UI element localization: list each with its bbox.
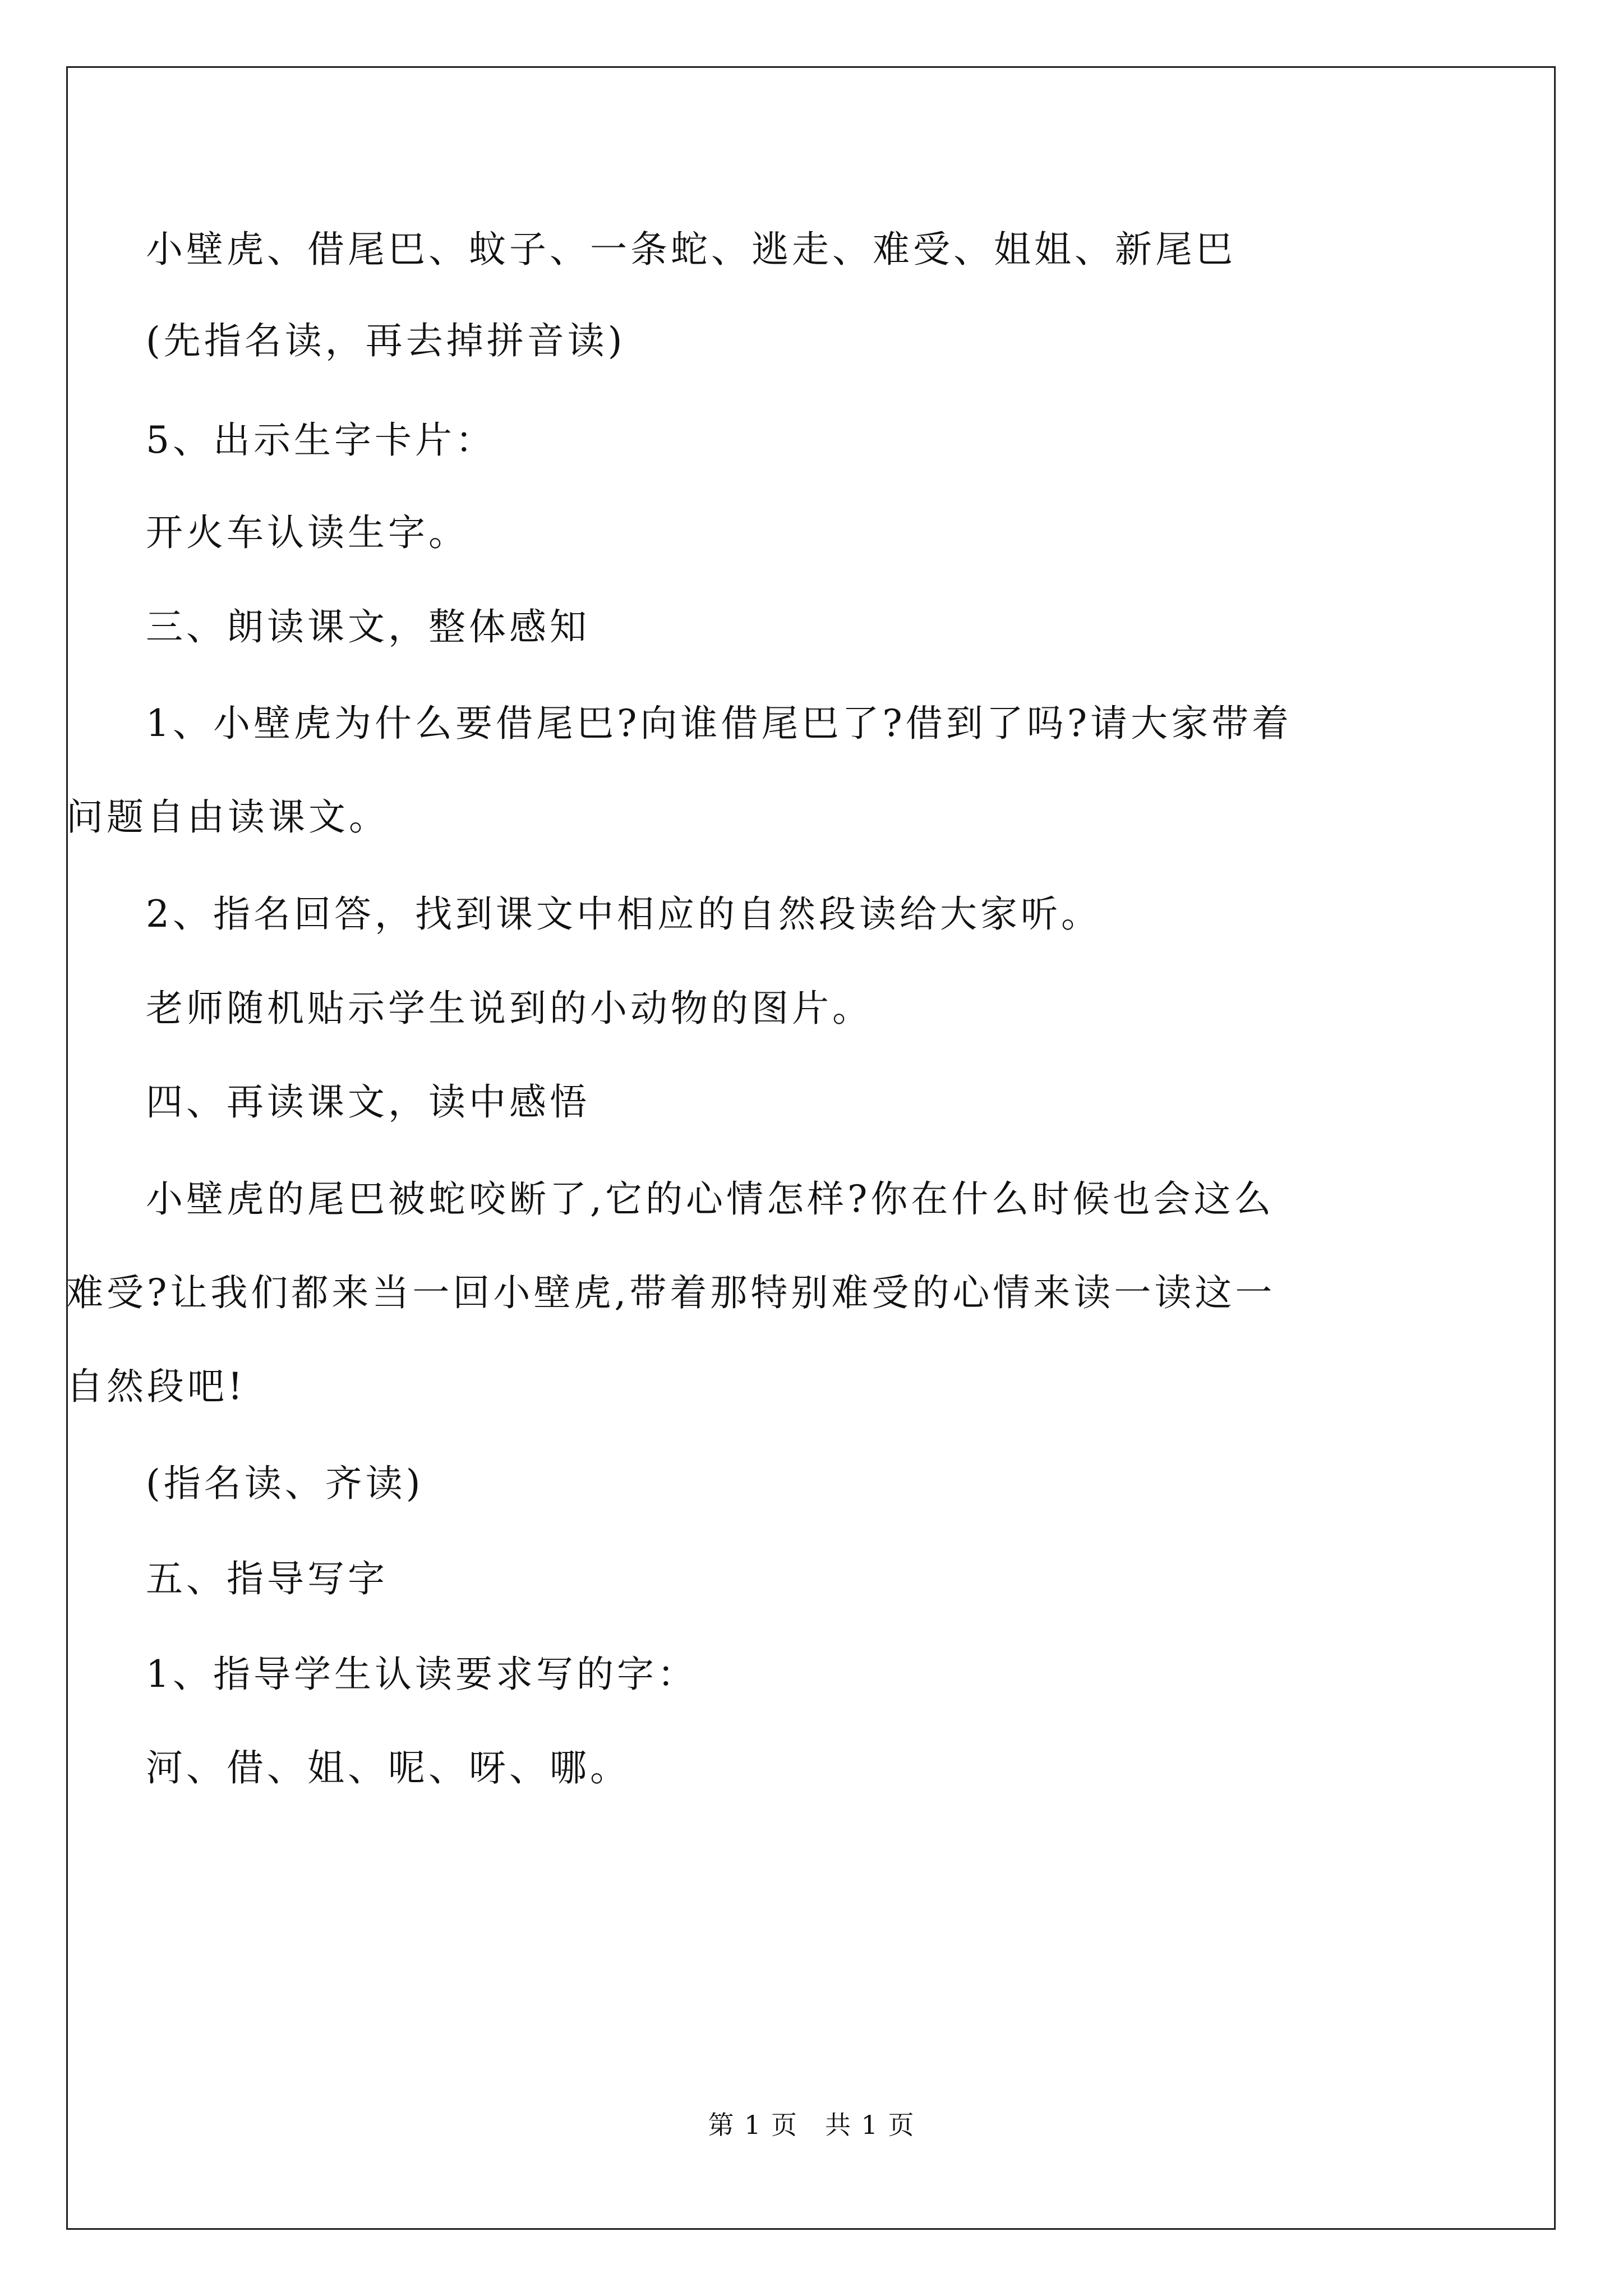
teacher-note-line: 老师随机贴示学生说到的小动物的图片。 xyxy=(146,987,873,1030)
section-3-heading: 三、朗读课文，整体感知 xyxy=(146,605,590,648)
question-1-line-2: 问题自由读课文。 xyxy=(66,795,389,839)
paragraph-line-1: 小壁虎的尾巴被蛇咬断了,它的心情怎样?你在什么时候也会这么 xyxy=(146,1177,1275,1221)
writing-guide-line: 1、指导学生认读要求写的字： xyxy=(146,1653,698,1696)
train-reading-line: 开火车认读生字。 xyxy=(146,511,469,554)
page-footer: 第 1 页 共 1 页 xyxy=(708,2110,915,2140)
step-5-heading: 5、出示生字卡片： xyxy=(146,418,496,462)
vocabulary-list-line: 小壁虎、借尾巴、蚊子、一条蛇、逃走、难受、姐姐、新尾巴 xyxy=(146,228,1236,271)
page-frame xyxy=(66,66,1556,2230)
section-4-heading: 四、再读课文，读中感悟 xyxy=(146,1080,590,1124)
paragraph-line-3: 自然段吧! xyxy=(66,1365,246,1408)
question-2-line: 2、指名回答，找到课文中相应的自然段读给大家听。 xyxy=(146,892,1101,936)
characters-line: 河、借、姐、呢、呀、哪。 xyxy=(146,1746,630,1789)
reading-instruction-line: (先指名读，再去掉拼音读) xyxy=(146,319,626,362)
paragraph-line-2: 难受?让我们都来当一回小壁虎,带着那特别难受的心情来读一读这一 xyxy=(66,1271,1276,1314)
reading-mode-line: (指名读、齐读) xyxy=(146,1462,424,1505)
question-1-line-1: 1、小壁虎为什么要借尾巴?向谁借尾巴了?借到了吗?请大家带着 xyxy=(146,702,1293,745)
section-5-heading: 五、指导写字 xyxy=(146,1557,388,1600)
